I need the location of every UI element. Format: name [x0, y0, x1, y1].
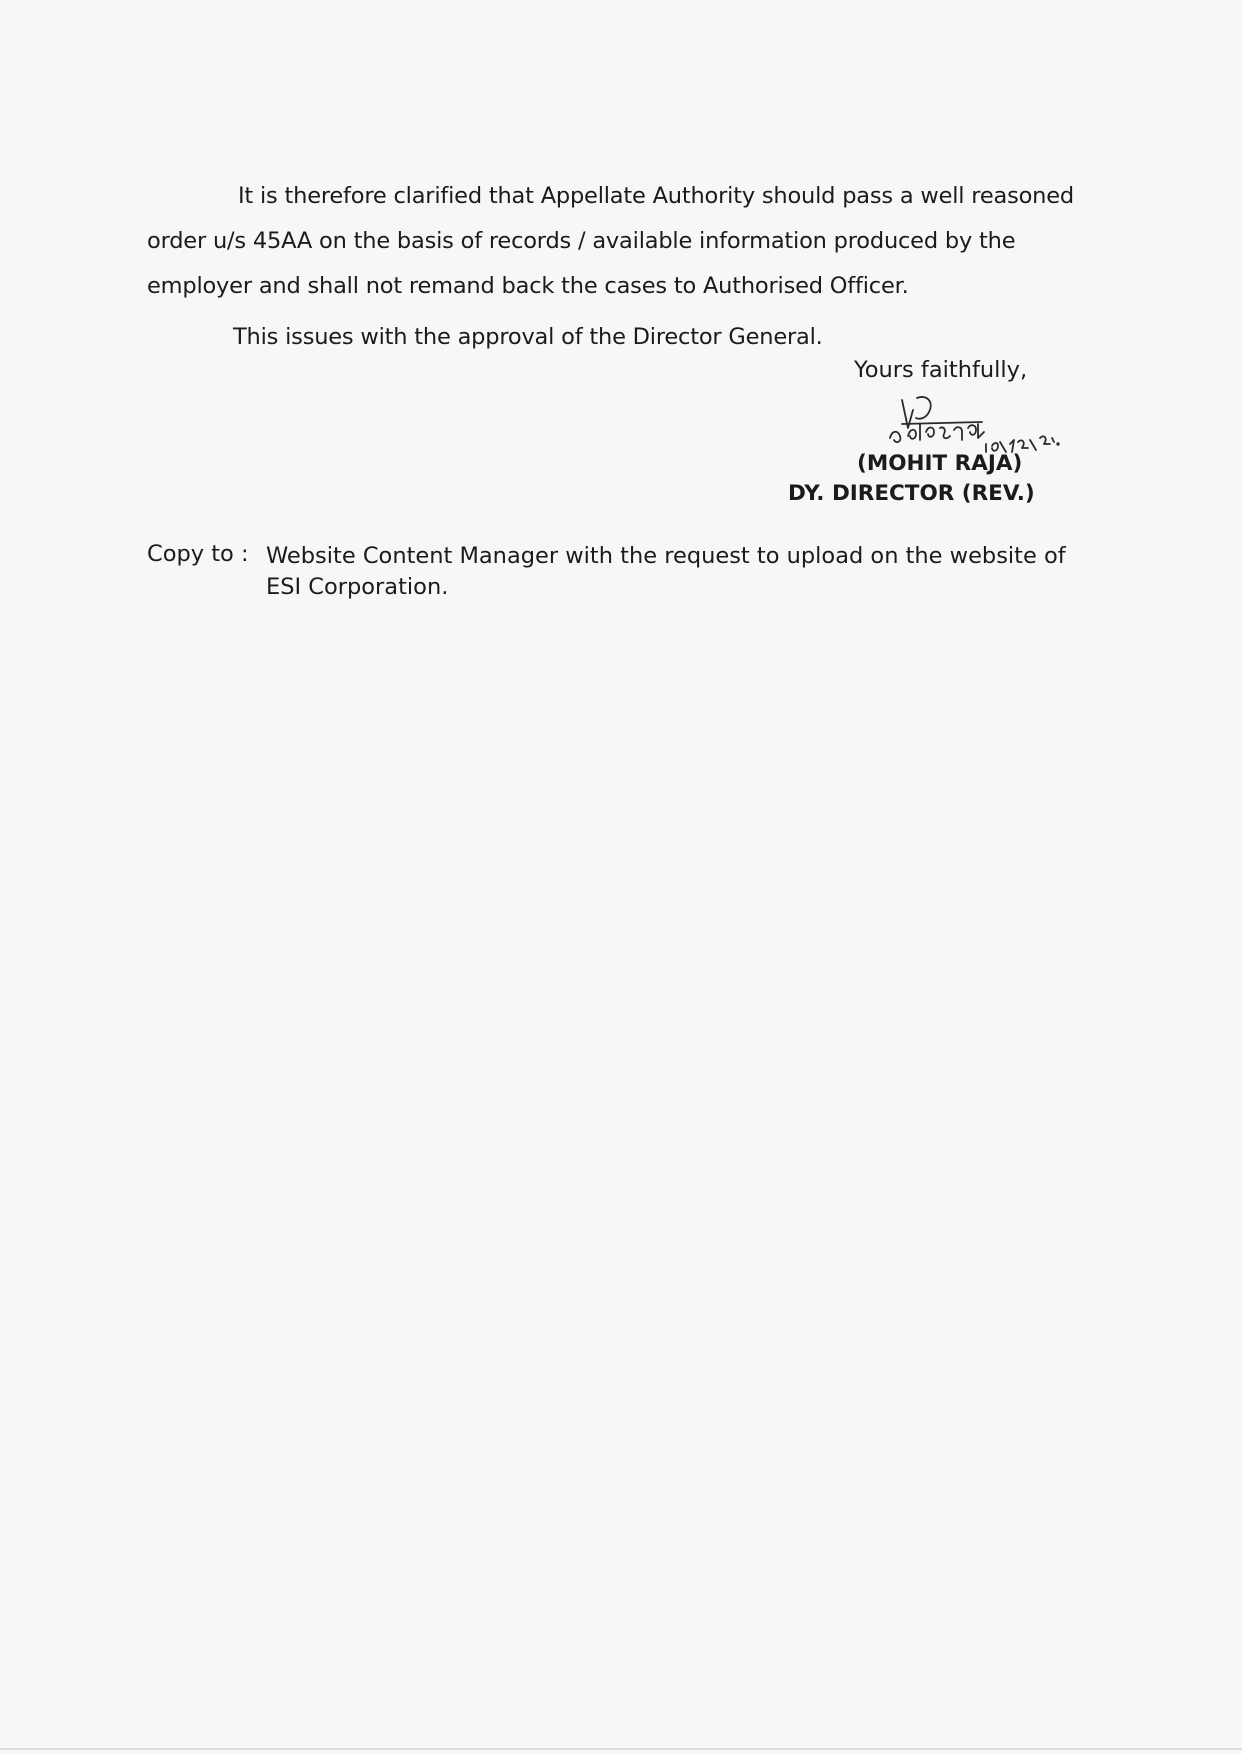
closing-salutation: Yours faithfully,	[854, 357, 1028, 383]
copy-to-text: Website Content Manager with the request to upload on the website of ESI Corporation.	[266, 543, 1066, 600]
handwritten-signature	[880, 392, 1100, 460]
copy-to-label: Copy to :	[147, 541, 249, 567]
show-through-text	[147, 1100, 1107, 1540]
signatory-name: (MOHIT RAJA)	[857, 451, 1023, 476]
body-paragraph: This issues with the approval of the Director General.	[233, 324, 823, 350]
scan-edge	[0, 1748, 1242, 1750]
show-through-text	[147, 660, 1107, 1040]
body-paragraph: It is therefore clarified that Appellate Authority should pass a well reasoned order u/s 45AA on the basis of records / available information produced by the employer and shall not remand back the cases to Authorised Officer.	[147, 183, 1074, 299]
signatory-designation: DY. DIRECTOR (REV.)	[788, 481, 1035, 506]
